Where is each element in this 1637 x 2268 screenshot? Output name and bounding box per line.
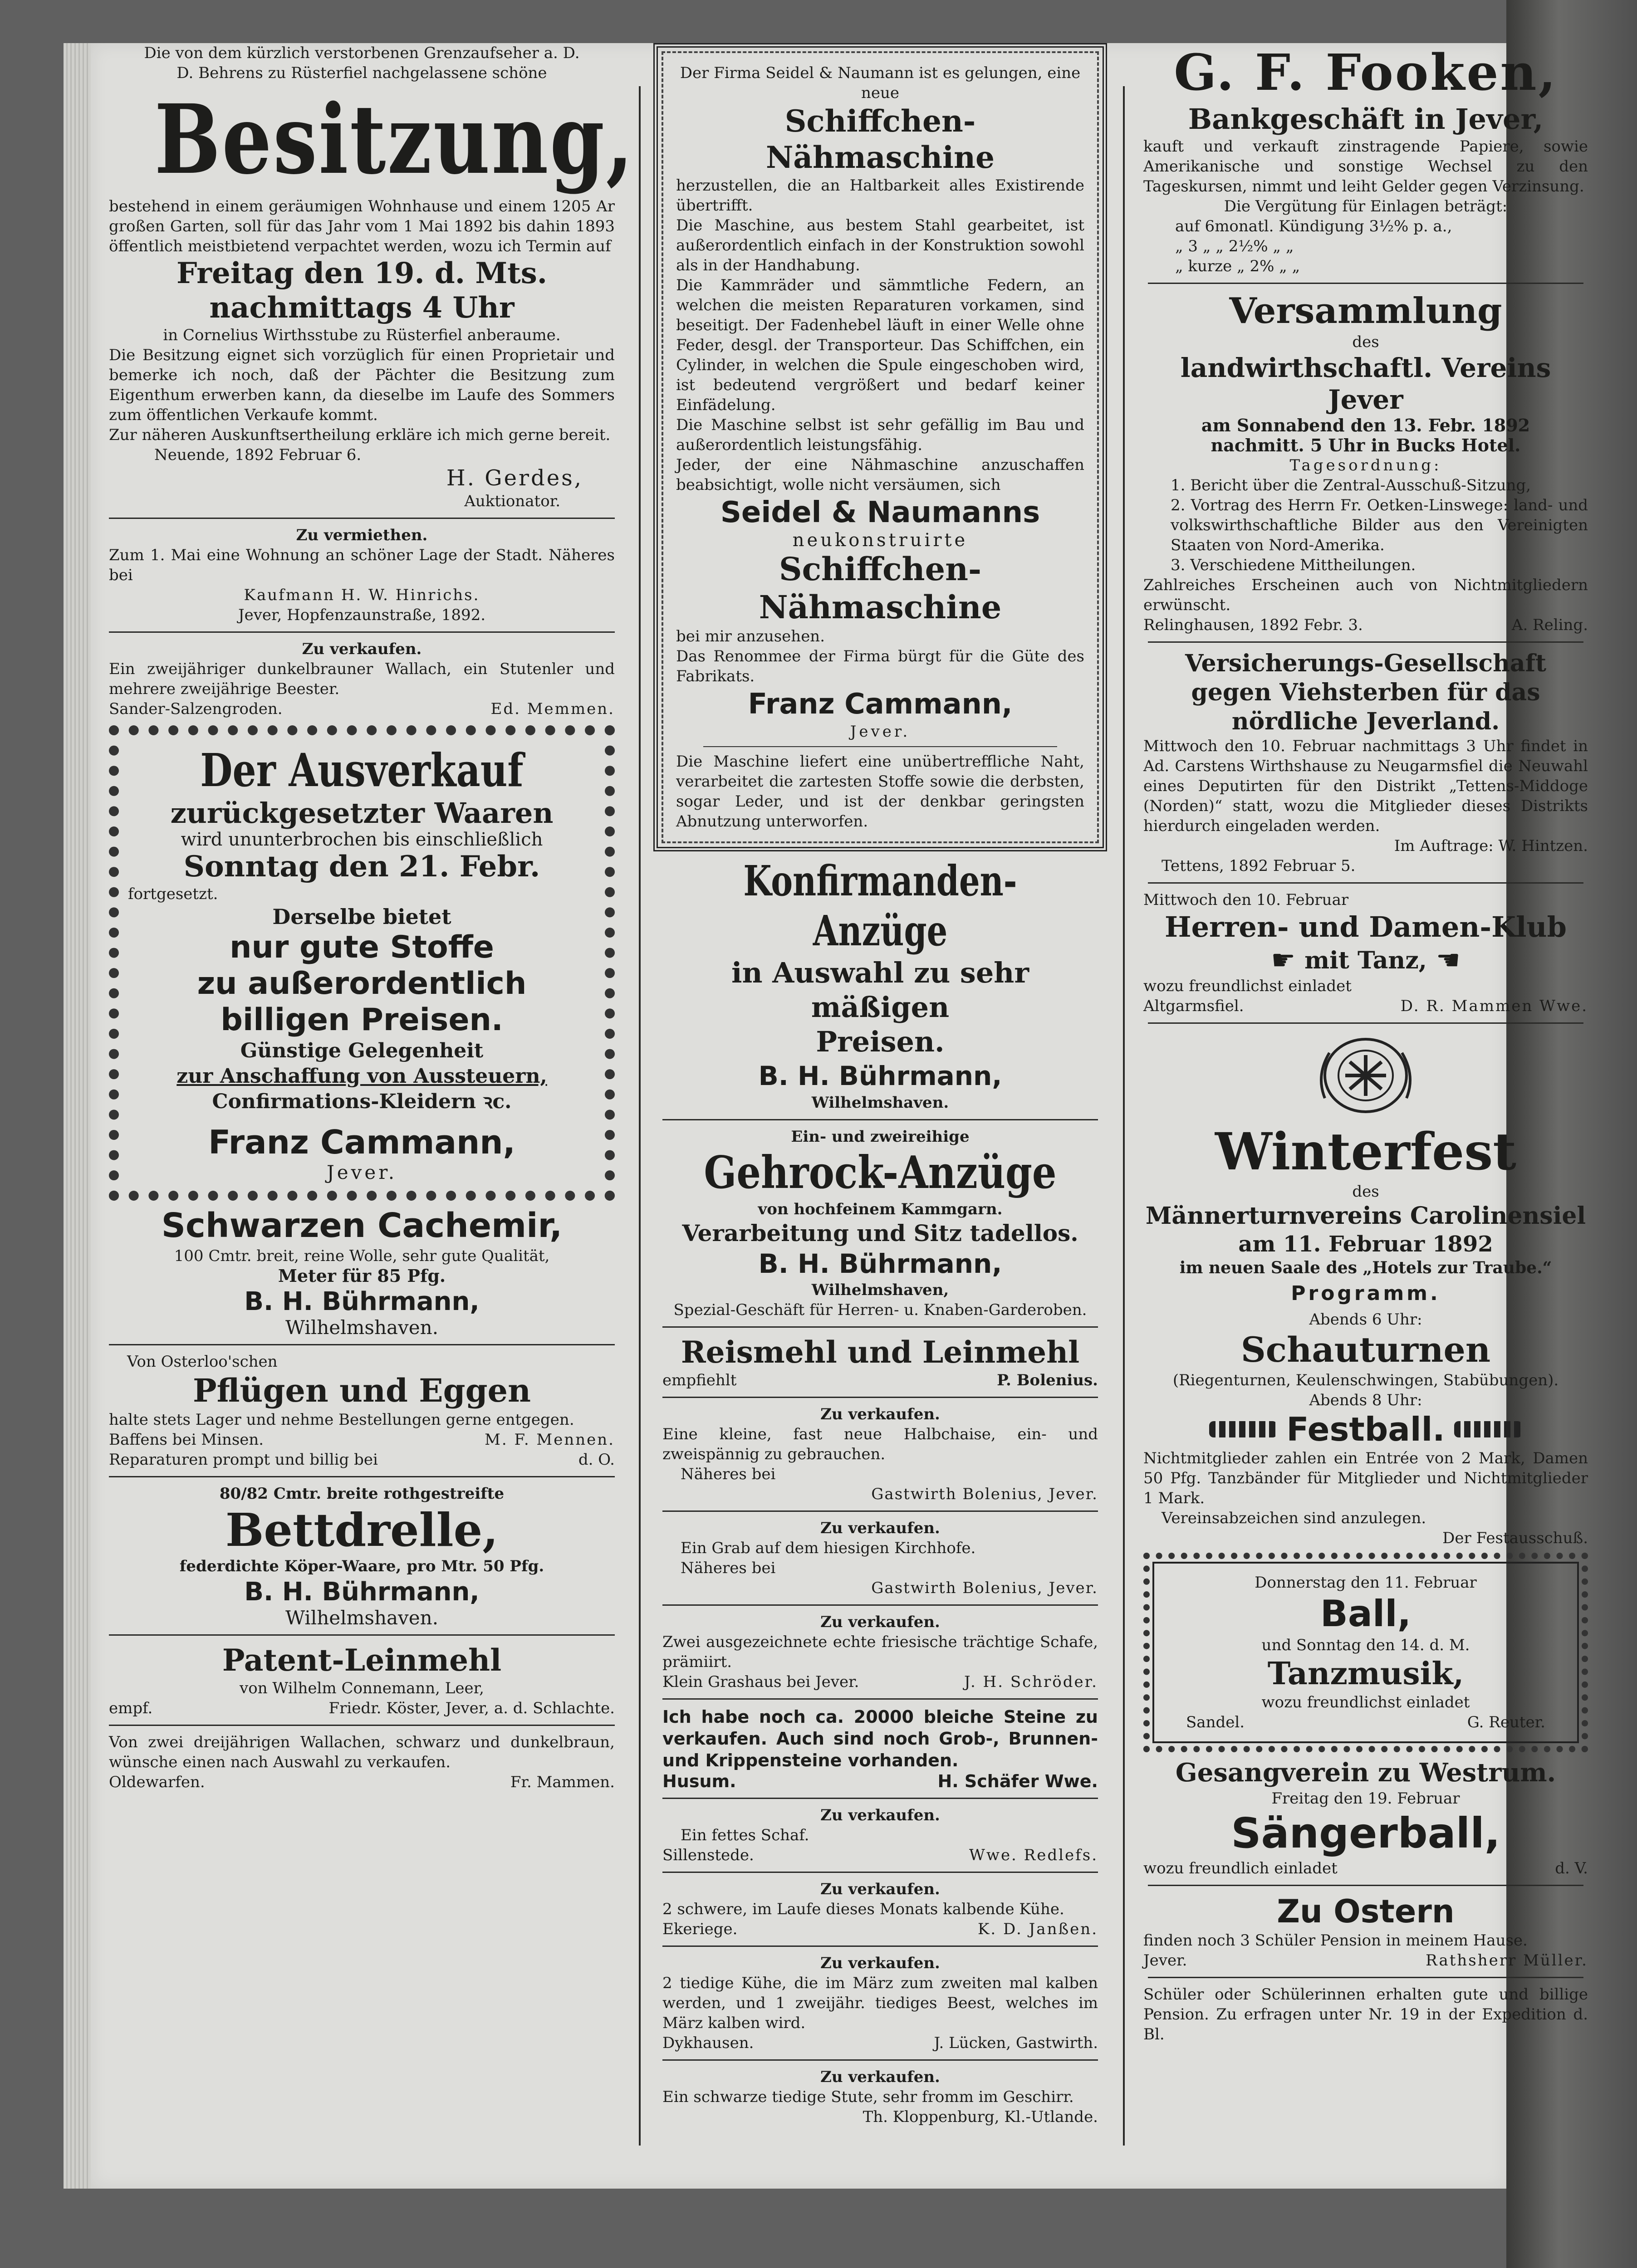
ad-note: empfiehlt bbox=[662, 1371, 737, 1389]
ad-name: Friedr. Köster, Jever, a. d. Schlachte. bbox=[328, 1699, 615, 1717]
ad-body: Vereinsabzeichen sind anzulegen. bbox=[1162, 1509, 1426, 1527]
ad-body: Das Renommee der Firma bürgt für die Güte des Fabrikats. bbox=[676, 647, 1084, 685]
ad-line: Günstige Gelegenheit bbox=[240, 1039, 484, 1062]
ad-name: A. Reling. bbox=[1511, 616, 1588, 634]
ad-intro: Der Firma Seidel & Naumann ist es gelungen, eine neue bbox=[680, 64, 1081, 102]
divider bbox=[1148, 1885, 1583, 1886]
ad-line: Abends 8 Uhr: bbox=[1309, 1391, 1422, 1409]
ad-line: am Sonnabend den 13. Febr. 1892 bbox=[1201, 415, 1530, 435]
ad-body: Von zwei dreijährigen Wallachen, schwarz und dunkelbraun, wünsche einen nach Auswahl zu verkaufen. bbox=[109, 1733, 615, 1771]
ad-line: fortgesetzt. bbox=[128, 885, 218, 903]
ad-fooken bbox=[1130, 43, 1602, 276]
ad-headline: Der Ausverkauf bbox=[200, 743, 524, 797]
ad-line: wozu freundlichst einladet bbox=[1261, 1693, 1470, 1711]
ad-head: Zu verkaufen. bbox=[302, 640, 422, 658]
ad-head: Zu verkaufen. bbox=[820, 1613, 940, 1631]
ad-location: Oldewarfen. bbox=[109, 1773, 205, 1791]
ad-firm: Franz Cammann, bbox=[748, 687, 1013, 720]
ad-rate: „ 3 „ „ 2½% „ „ bbox=[1175, 237, 1294, 255]
ad-body: von Wilhelm Connemann, Leer, bbox=[240, 1679, 484, 1697]
ad-name: Th. Kloppenburg, Kl.-Utlande. bbox=[863, 2108, 1098, 2126]
ad-body: bei mir anzusehen. bbox=[676, 627, 825, 645]
ad-dateline: Jever, Hopfenzaunstraße, 1892. bbox=[238, 606, 486, 624]
ad-town: Wilhelmshaven. bbox=[811, 1094, 949, 1112]
ad-line: zurückgesetzter Waaren bbox=[170, 797, 554, 830]
ad-signature bbox=[662, 1370, 1098, 1390]
ad-line: Programm. bbox=[1291, 1282, 1441, 1305]
ad-location: Klein Grashaus bei Jever. bbox=[662, 1673, 859, 1691]
ad-location: Altgarmsfiel. bbox=[1143, 997, 1244, 1015]
ad-headline: Versicherungs-Gesellschaft gegen Viehsterben für das nördliche Jeverland. bbox=[1185, 650, 1547, 735]
ad-saengerball bbox=[1130, 1757, 1602, 1878]
ad-body: Jeder, der eine Nähmaschine anzuschaffen beabsichtigt, wolle nicht versäumen, sich bbox=[676, 456, 1084, 494]
ad-town: Jever. bbox=[326, 1161, 397, 1183]
ad-headline: Herren- und Damen-Klub bbox=[1165, 910, 1567, 943]
ad-firm: B. H. Bührmann, bbox=[758, 1061, 1002, 1091]
ad-besitzung bbox=[91, 43, 633, 511]
ad-firm: B. H. Bührmann, bbox=[244, 1577, 480, 1607]
ad-headline: Tanzmusik, bbox=[1267, 1656, 1464, 1692]
ad-headline: Schwarzen Cachemir, bbox=[161, 1206, 563, 1245]
ad-headline: Pflügen und Eggen bbox=[193, 1372, 531, 1409]
divider bbox=[662, 1510, 1098, 1512]
ad-signer: H. Gerdes, bbox=[446, 465, 583, 491]
divider bbox=[1148, 283, 1583, 284]
ad-line: Tagesordnung: bbox=[1289, 456, 1442, 474]
ad-head: Zu verkaufen. bbox=[820, 1519, 940, 1537]
divider bbox=[662, 1119, 1098, 1120]
ad-body: kauft und verkauft zinstragende Papiere, sowie Amerikanische und sonstige Wechsel zu den Tageskursen, nimmt und leiht Gelder gegen Verzinsung. bbox=[1143, 137, 1588, 196]
ad-headline: Bettdrelle, bbox=[225, 1503, 499, 1557]
divider bbox=[662, 1604, 1098, 1606]
ad-town: Wilhelmshaven, bbox=[811, 1281, 949, 1299]
ad-versammlung bbox=[1130, 290, 1602, 635]
ad-name: M. F. Mennen. bbox=[485, 1431, 615, 1449]
ad-location: Sander-Salzengroden. bbox=[109, 700, 283, 718]
ad-body: Ein schwarze tiedige Stute, sehr fromm im Geschirr. bbox=[662, 2088, 1074, 2106]
ad-location: Sandel. bbox=[1186, 1713, 1245, 1731]
ad-headline: Zu Ostern bbox=[1277, 1893, 1455, 1930]
ad-viehsterben bbox=[1130, 649, 1602, 876]
ad-headline: Besitzung, bbox=[154, 83, 635, 196]
ad-body: Die Maschine liefert eine unübertreffliche Naht, verarbeitet die zartesten Stoffe sowie die derbsten, sogar Leder, und ist der denkbar geringsten Abnutzung unterworfen. bbox=[676, 753, 1084, 831]
ad-dateline: Tettens, 1892 Februar 5. bbox=[1162, 857, 1356, 875]
agenda-item: 1. Bericht über die Zentral-Ausschuß-Sitzung, bbox=[1171, 476, 1531, 494]
ad-subhead: Bankgeschäft in Jever, bbox=[1188, 103, 1544, 136]
ad-line: Männerturnvereins Carolinensiel bbox=[1145, 1202, 1586, 1230]
ad-line: und Sonntag den 14. d. M. bbox=[1261, 1636, 1470, 1654]
ad-intro: Mittwoch den 10. Februar bbox=[1143, 891, 1349, 909]
divider bbox=[1148, 1977, 1583, 1978]
ad-name: d. O. bbox=[578, 1451, 615, 1469]
ad-klub bbox=[1130, 890, 1602, 1016]
ad-line: neukonstruirte bbox=[792, 530, 968, 551]
ad-verkaufen bbox=[644, 1953, 1116, 2053]
ad-line: zur Anschaffung von Aussteuern, bbox=[176, 1065, 547, 1088]
ad-head: Zu verkaufen. bbox=[820, 1405, 940, 1423]
divider bbox=[662, 1945, 1098, 1947]
ad-intro: 80/82 Cmtr. breite rothgestreifte bbox=[219, 1485, 505, 1503]
ad-body: Nichtmitglieder zahlen ein Entrée von 2 Mark, Damen 50 Pfg. Tanzbänder für Mitglieder und Nichtmitglieder 1 Mark. bbox=[1143, 1449, 1588, 1507]
divider bbox=[1148, 1022, 1583, 1024]
ad-pension bbox=[1130, 1984, 1602, 2044]
ad-winterfest bbox=[1130, 1030, 1602, 1548]
ad-line: billigen Preisen. bbox=[221, 1002, 503, 1038]
ad-body: Eine kleine, fast neue Halbchaise, ein- und zweispännig zu gebrauchen. bbox=[662, 1425, 1098, 1463]
ad-name: Wwe. Redlefs. bbox=[969, 1846, 1098, 1864]
divider bbox=[109, 1344, 615, 1345]
ad-headline: Sängerball, bbox=[1231, 1809, 1500, 1857]
ad-verkaufen bbox=[644, 2067, 1116, 2127]
ad-verkaufen bbox=[644, 1879, 1116, 1939]
ad-line: des bbox=[1352, 333, 1379, 351]
ad-headline: Schiffchen-Nähmaschine bbox=[759, 550, 1002, 626]
ad-body: Näheres bei bbox=[681, 1465, 776, 1483]
ad-head: Zu verkaufen. bbox=[820, 1880, 940, 1898]
ad-signature bbox=[662, 2033, 1098, 2053]
ad-body: Die Besitzung eignet sich vorzüglich für einen Proprietair und bemerke ich noch, daß der Pächter die Besitzung zum Eigenthum erwerben kann, da dieselbe im Laufe des Sommers zum öffentlichen Verkaufe kommt. bbox=[109, 346, 615, 424]
ad-headline: Schauturnen bbox=[1240, 1330, 1491, 1370]
ad-signature bbox=[1143, 1950, 1588, 1970]
divider bbox=[109, 1634, 615, 1636]
ad-head: Gesangverein zu Westrum. bbox=[1175, 1758, 1556, 1788]
divider bbox=[662, 1326, 1098, 1328]
ad-intro: Von Osterloo'schen bbox=[127, 1353, 278, 1371]
ad-signature bbox=[662, 1672, 1098, 1692]
ad-line: am 11. Februar 1892 bbox=[1238, 1232, 1493, 1257]
ad-signature bbox=[109, 1430, 615, 1450]
ad-body: 2 tiedige Kühe, die im März zum zweiten mal kalben werden, und 1 zweijähr. tiediges Beest, welches im März kalben wird. bbox=[662, 1974, 1098, 2032]
ad-signature bbox=[1143, 1858, 1588, 1878]
ad-body: Ein Grab auf dem hiesigen Kirchhofe. bbox=[681, 1539, 976, 1557]
ad-signature bbox=[109, 1698, 615, 1718]
ad-signature bbox=[662, 1919, 1098, 1939]
ad-wallachen bbox=[91, 1732, 633, 1792]
pointing-hand-icon: ☚ bbox=[1436, 944, 1461, 976]
ad-note: empf. bbox=[109, 1699, 153, 1717]
ad-body: Ein fettes Schaf. bbox=[681, 1826, 809, 1844]
ad-location: Sillenstede. bbox=[662, 1846, 754, 1864]
ornament-icon bbox=[1209, 1421, 1277, 1437]
divider bbox=[109, 631, 615, 633]
ad-name: D. R. Mammen Wwe. bbox=[1400, 997, 1588, 1015]
ad-signature bbox=[1143, 996, 1588, 1016]
wreath-emblem-icon bbox=[1307, 1030, 1425, 1121]
ad-line: Confirmations-Kleidern ꝛc. bbox=[212, 1090, 512, 1113]
ad-contact: Kaufmann H. W. Hinrichs. bbox=[244, 586, 480, 604]
ad-head: Zu verkaufen. bbox=[820, 2068, 940, 2086]
ad-verkaufen bbox=[644, 1805, 1116, 1865]
ad-line: Abends 6 Uhr: bbox=[1309, 1310, 1422, 1329]
ad-verkaufen bbox=[644, 1612, 1116, 1692]
ad-name: K. D. Janßen. bbox=[977, 1920, 1098, 1938]
ad-town: Wilhelmshaven. bbox=[285, 1607, 439, 1629]
ad-body: Die Vergütung für Einlagen beträgt: bbox=[1224, 197, 1508, 215]
ad-town: Jever. bbox=[850, 723, 911, 741]
ad-naehmaschine bbox=[653, 43, 1107, 851]
ad-name: Der Festausschuß. bbox=[1442, 1529, 1588, 1547]
ad-name: Fr. Mammen. bbox=[510, 1773, 615, 1791]
column-rule bbox=[1123, 86, 1125, 2146]
column-right bbox=[1130, 43, 1602, 2143]
ad-body: Ich habe noch ca. 20000 bleiche Steine zu verkaufen. Auch sind noch Grob-, Brunnen- und Krippensteine vorhanden. bbox=[662, 1707, 1098, 1770]
ad-rate: „ kurze „ 2% „ „ bbox=[1175, 257, 1300, 275]
ad-signature bbox=[1168, 1712, 1563, 1732]
ad-location: Husum. bbox=[662, 1771, 736, 1791]
ad-body: Zum 1. Mai eine Wohnung an schöner Lage der Stadt. Näheres bei bbox=[109, 546, 615, 584]
ad-line: wird ununterbrochen bis einschließlich bbox=[181, 829, 543, 850]
ad-signature bbox=[109, 1450, 615, 1470]
ad-headline: Winterfest bbox=[1215, 1122, 1516, 1182]
ad-body: bestehend in einem geräumigen Wohnhause und einem 1205 Ar großen Garten, soll für das Jahr vom 1 Mai 1892 bis dahin 1893 öffentlich meistbietend verpachtet werden, wozu ich Termin auf bbox=[109, 197, 615, 255]
ad-location: Jever. bbox=[1143, 1951, 1187, 1970]
ad-body: Zahlreiches Erscheinen auch von Nichtmitgliedern erwünscht. bbox=[1143, 576, 1588, 614]
ad-reismehl bbox=[644, 1334, 1116, 1390]
ad-cachemir bbox=[91, 1205, 633, 1338]
ad-line: (Riegenturnen, Keulenschwingen, Stabübungen). bbox=[1172, 1371, 1559, 1389]
ad-location: Baffens bei Minsen. bbox=[109, 1431, 264, 1449]
ad-line: Donnerstag den 11. Februar bbox=[1255, 1574, 1477, 1592]
divider bbox=[703, 746, 1057, 747]
ad-name: H. Schäfer Wwe. bbox=[937, 1771, 1098, 1791]
divider bbox=[662, 2059, 1098, 2061]
page-edges bbox=[64, 43, 91, 2189]
ad-location: Ekeriege. bbox=[662, 1920, 738, 1938]
ad-body: halte stets Lager und nehme Bestellungen gerne entgegen. bbox=[109, 1411, 574, 1429]
ad-name: P. Bolenius. bbox=[997, 1371, 1098, 1389]
ad-line: Derselbe bietet bbox=[272, 904, 451, 929]
ad-gehrock bbox=[644, 1127, 1116, 1320]
ad-body: Die Maschine selbst ist sehr gefällig im Bau und außerordentlich leistungsfähig. bbox=[676, 416, 1084, 454]
ad-note: Reparaturen prompt und billig bei bbox=[109, 1451, 378, 1469]
ad-head: Zu vermiethen. bbox=[296, 526, 428, 544]
ad-line: des bbox=[1352, 1183, 1379, 1201]
ad-date: Freitag den 19. d. Mts. bbox=[176, 256, 548, 290]
ad-body: Schüler oder Schülerinnen erhalten gute und billige Pension. Zu erfragen unter Nr. 19 in der Expedition d. Bl. bbox=[1143, 1985, 1588, 2043]
ad-body: Näheres bei bbox=[681, 1559, 776, 1577]
ad-steine bbox=[644, 1706, 1116, 1791]
divider bbox=[662, 1397, 1098, 1398]
ad-body: Ein zweijähriger dunkelbrauner Wallach, ein Stutenler und mehrere zweijährige Beester. bbox=[109, 660, 615, 698]
ad-headline: Festball. bbox=[1286, 1410, 1445, 1448]
divider bbox=[109, 1476, 615, 1477]
column-rule bbox=[639, 86, 641, 2146]
ad-konfirmanden bbox=[644, 851, 1116, 1113]
ad-line: im neuen Saale des „Hotels zur Traube.“ bbox=[1179, 1258, 1552, 1277]
ad-name: J. Lücken, Gastwirth. bbox=[934, 2034, 1098, 2052]
ad-line: Sonntag den 21. Febr. bbox=[183, 850, 540, 884]
ad-name: Ed. Memmen. bbox=[490, 700, 615, 718]
ad-signature bbox=[109, 1772, 615, 1792]
ad-head: Zu verkaufen. bbox=[820, 1806, 940, 1824]
ad-signature bbox=[109, 699, 615, 719]
agenda-item: 3. Verschiedene Mittheilungen. bbox=[1171, 556, 1416, 574]
ad-line: Preisen. bbox=[816, 1025, 945, 1058]
ad-name: G. Reuter. bbox=[1467, 1713, 1545, 1731]
ad-headline: Seidel & Naumanns bbox=[720, 496, 1040, 529]
festball-line bbox=[1143, 1410, 1588, 1448]
agenda-item: 2. Vortrag des Herrn Fr. Oetken-Linswege: land- und volkswirthschaftliche Bilder aus den Vereinigten Staaten von Nord-Amerika. bbox=[1171, 496, 1588, 554]
ad-line: zu außerordentlich bbox=[197, 966, 527, 1002]
divider bbox=[1148, 882, 1583, 884]
ad-headline: Gehrock-Anzüge bbox=[704, 1147, 1057, 1199]
column-left bbox=[91, 43, 633, 2143]
ad-line: Verarbeitung und Sitz tadellos. bbox=[682, 1220, 1078, 1246]
ad-rate: auf 6monatl. Kündigung 3½% p. a., bbox=[1175, 217, 1452, 235]
ad-headline: G. F. Fooken, bbox=[1174, 43, 1558, 102]
divider bbox=[662, 1872, 1098, 1873]
ad-price: Meter für 85 Pfg. bbox=[278, 1266, 446, 1286]
ad-name: Gastwirth Bolenius, Jever. bbox=[871, 1485, 1098, 1503]
ad-body: finden noch 3 Schüler Pension in meinem Hause. bbox=[1143, 1931, 1528, 1950]
ad-leinmehl bbox=[91, 1642, 633, 1718]
ad-pfluegen bbox=[91, 1352, 633, 1470]
ad-firm: B. H. Bührmann, bbox=[244, 1287, 480, 1316]
ad-time: nachmittags 4 Uhr bbox=[209, 291, 515, 325]
ad-headline: Patent-Leinmehl bbox=[222, 1642, 502, 1678]
ad-line: Freitag den 19. Februar bbox=[1271, 1789, 1460, 1808]
ad-line: in Auswahl zu sehr mäßigen bbox=[731, 956, 1029, 1024]
ad-headline: Reismehl und Leinmehl bbox=[681, 1334, 1080, 1370]
ad-signature bbox=[1143, 615, 1588, 635]
ad-dateline: Neuende, 1892 Februar 6. bbox=[154, 446, 362, 464]
ad-body: herzustellen, die an Haltbarkeit alles Existirende übertrifft. bbox=[676, 176, 1084, 215]
ad-body: Zur näheren Auskunftsertheilung erkläre ich mich gerne bereit. bbox=[109, 426, 611, 444]
ad-verkaufen bbox=[644, 1404, 1116, 1504]
ad-headline: Versammlung bbox=[1229, 290, 1502, 332]
ad-body: federdichte Köper-Waare, pro Mtr. 50 Pfg. bbox=[179, 1557, 544, 1575]
ad-firm: B. H. Bührmann, bbox=[758, 1248, 1002, 1279]
ad-signature bbox=[662, 1845, 1098, 1865]
turner-emblem bbox=[1143, 1030, 1588, 1123]
ad-headline: Ball, bbox=[1320, 1593, 1412, 1635]
pointing-hand-icon: ☛ bbox=[1271, 944, 1296, 976]
divider bbox=[109, 518, 615, 519]
ad-name: Rathsherr Müller. bbox=[1426, 1951, 1588, 1970]
ad-signer-title: Auktionator. bbox=[464, 492, 560, 510]
ad-ostern bbox=[1130, 1892, 1602, 1970]
ad-verkaufen bbox=[644, 1518, 1116, 1598]
ornament-icon bbox=[1454, 1421, 1522, 1437]
ad-verkaufen bbox=[91, 639, 633, 719]
ad-ball bbox=[1143, 1553, 1588, 1752]
ad-body: 2 schwere, im Laufe dieses Monats kalbende Kühe. bbox=[662, 1900, 1064, 1918]
ad-bettdrelle bbox=[91, 1484, 633, 1628]
ad-name: Im Auftrage: W. Hintzen. bbox=[1394, 837, 1588, 855]
ad-ausverkauf bbox=[109, 725, 615, 1201]
ad-vermiethen bbox=[91, 525, 633, 625]
ad-intro: Die von dem kürzlich verstorbenen Grenzaufseher a. D. D. Behrens zu Rüsterfiel nachgelassene schöne bbox=[144, 44, 580, 82]
divider bbox=[662, 1798, 1098, 1799]
ad-body: Die Maschine, aus bestem Stahl gearbeitet, ist außerordentlich einfach in der Konstruktion sowohl als in der Handhabung. bbox=[676, 216, 1084, 274]
ad-location: Relinghausen, 1892 Febr. 3. bbox=[1143, 616, 1363, 634]
ad-line: landwirthschaftl. Vereins Jever bbox=[1180, 352, 1551, 415]
ad-name: d. V. bbox=[1555, 1859, 1588, 1877]
ad-head: Zu verkaufen. bbox=[820, 1954, 940, 1972]
ad-name: Gastwirth Bolenius, Jever. bbox=[871, 1579, 1098, 1597]
ad-name: J. H. Schröder. bbox=[964, 1673, 1098, 1691]
ad-place: in Cornelius Wirthsstube zu Rüsterfiel anberaume. bbox=[163, 326, 561, 344]
ad-location: Dykhausen. bbox=[662, 2034, 754, 2052]
column-middle bbox=[644, 43, 1116, 2143]
ad-town: Wilhelmshaven. bbox=[285, 1316, 439, 1339]
ad-line: von hochfeinem Kammgarn. bbox=[758, 1200, 1003, 1218]
ad-body: Mittwoch den 10. Februar nachmittags 3 Uhr findet in Ad. Carstens Wirthshause zu Neugarmsfiel die Neuwahl eines Deputirten für den Distrikt „Tettens-Middoge (Norden)“ statt, wozu die Mitglieder dieses Distrikts hierdurch eingeladen werden. bbox=[1143, 737, 1588, 835]
ad-headline: Konfirmanden-Anzüge bbox=[743, 856, 1017, 955]
ad-body: 100 Cmtr. breit, reine Wolle, sehr gute Qualität, bbox=[174, 1247, 550, 1265]
divider bbox=[1148, 641, 1583, 643]
ad-headline: Schiffchen-Nähmaschine bbox=[765, 103, 995, 175]
ad-signature bbox=[662, 1771, 1098, 1791]
ad-body: wozu freundlichst einladet bbox=[1143, 977, 1352, 995]
ad-note: wozu freundlich einladet bbox=[1143, 1859, 1338, 1877]
ad-line: mit Tanz, bbox=[1304, 946, 1427, 974]
ad-body: Die Kammräder und sämmtliche Federn, an welchen die meisten Reparaturen vorkamen, sind beseitigt. Der Fadenhebel läuft in einer Welle ohne Feder, desgl. der Transporteur. Das Schiffchen, ein Cylinder, in welchen die Spule eingeschoben wird, ist bedeutend vergrößert und bedarf keiner Einfädelung. bbox=[676, 276, 1084, 414]
ad-intro: Ein- und zweireihige bbox=[791, 1128, 970, 1146]
ad-firm: Franz Cammann, bbox=[208, 1123, 515, 1161]
divider bbox=[109, 1725, 615, 1726]
divider bbox=[662, 1698, 1098, 1700]
ad-body: Zwei ausgezeichnete echte friesische trächtige Schafe, prämiirt. bbox=[662, 1633, 1098, 1671]
ad-subline bbox=[1143, 944, 1588, 976]
ad-line: nur gute Stoffe bbox=[230, 929, 494, 965]
ad-line: Spezial-Geschäft für Herren- u. Knaben-Garderoben. bbox=[673, 1301, 1087, 1319]
ad-line: nachmitt. 5 Uhr in Bucks Hotel. bbox=[1211, 435, 1521, 455]
